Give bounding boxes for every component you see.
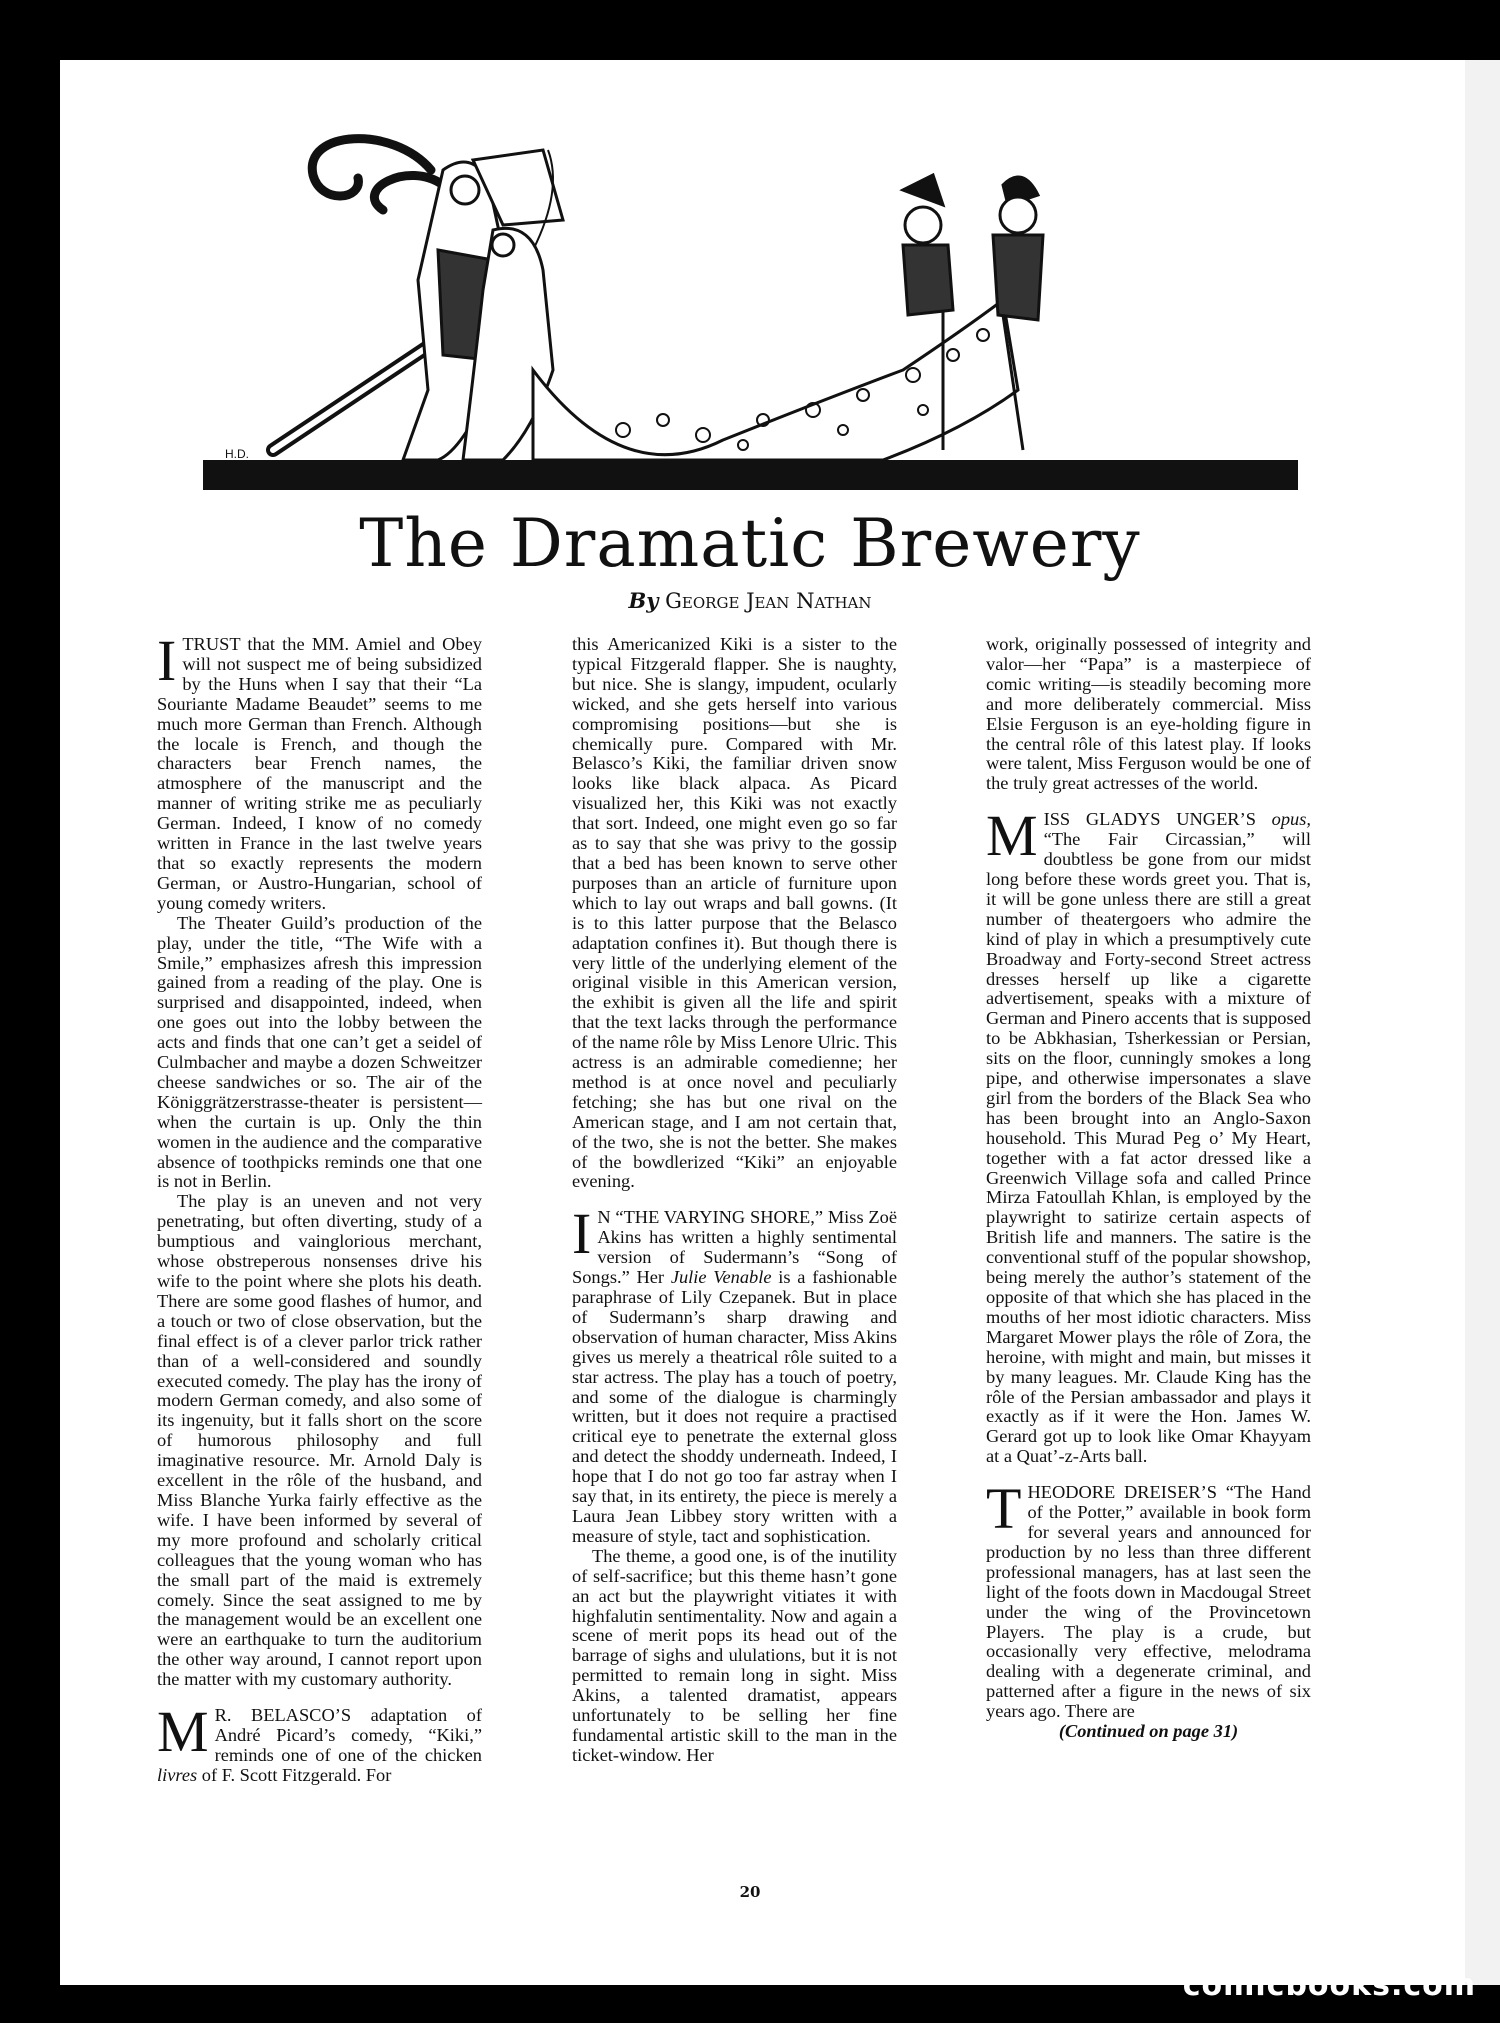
facing-page-edge (1465, 60, 1500, 1985)
paragraph: The play is an uneven and not very penetrating, but often diverting, study of a bumptious and vainglorious merchant, whose obstreperous nonsenses drive his wife to the point where she plots his death. There are some good flashes of humor, and a touch or two of close observation, but the final effect is of a clever parlor trick rather than of a well-considered and soundly executed comedy. The play has the irony of modern German comedy, and also some of its ingenuity, but it falls short on the score of humorous philosophy and full imaginative resource. Mr. Arnold Daly is excellent in the rôle of the husband, and Miss Blanche Yurka fairly effective as the wife. I have been informed by several of my more profound and scholarly critical colleagues that the young woman who has the small part of the maid is extremely comely. Since the seat assigned to me by the management would be an excellent one were an earthquake to turn the auditorium the other way around, I cannot report upon the matter with my customary authority. (157, 1191, 482, 1690)
paragraph-text: TRUST that the MM. Amiel and Obey will not suspect me of being subsidized by the Huns when I say that their “La Souriante Madame Beaudet” seems to me much more German than French. Although the locale is French, and though the characters bear French names, the atmosphere of the manuscript and the manner of writing strike me as peculiarly German. Indeed, I know of no comedy written in France in the last twelve years that so exactly represents the modern German, or Austro-Hungarian, school of young comedy writers. (157, 634, 482, 913)
paragraph-text: R. BELASCO’S adaptation of André Picard’s comedy, “Kiki,” reminds one of one of the chicken (214, 1705, 482, 1765)
text-column-2 (572, 635, 897, 1766)
byline (0, 588, 1500, 613)
author-name: George Jean Nathan (665, 589, 872, 613)
stage-floor-bar (203, 460, 1298, 490)
illustrator-signature: H.D. (225, 447, 249, 461)
paragraph (572, 1201, 897, 1546)
drop-cap: M (986, 803, 1038, 869)
byline-prefix: By (628, 588, 659, 613)
text-column-3 (986, 635, 1311, 1742)
drop-cap: T (986, 1476, 1022, 1542)
page-number: 20 (739, 1883, 761, 1901)
paragraph: this Americanized Kiki is a sister to the typical Fitzgerald flapper. She is naughty, but nice. She is slangy, impudent, ocularly wicked, and she gets herself into various compromising positions—but she is chemically pure. Compared with Mr. Belasco’s Kiki, the familiar driven snow looks like black alpaca. As Picard visualized her, this Kiki was not exactly that sort. Indeed, one might even go so far as to say that she was privy to the gossip that a bed has been known to serve other purposes than an article of furniture upon which to lay out wraps and ball gowns. (It is to this latter purpose that the Belasco adaptation confines it). But though there is very little of the underlying element of the original visible in this American version, the exhibit is given all the life and spirit that the text lacks through the performance of the name rôle by Miss Lenore Ulric. This actress is an admirable comedienne; her method is at once novel and peculiarly fetching; she has but one rival on the American stage, and I am not certain that, of the two, she is not the better. She makes of the bowdlerized “Kiki” an enjoyable evening. (572, 634, 897, 1192)
italic-text: livres (157, 1764, 198, 1785)
plume-icon (312, 139, 443, 210)
text-column-1 (157, 628, 482, 1786)
paragraph: The theme, a good one, is of the inutility of self-sacrifice; but this theme hasn’t gone an act but the playwright vitiates it with highfalutin sentimentality. Now and again a scene of merit pops its head out of the barrage of sighs and ululations, but it is not permitted to remain long in sight. Miss Akins, a talented dramatist, appears unfortunately to be selling her fine fundamental artistic skill to the man in the ticket-window. Her (572, 1545, 897, 1765)
italic-text: Julie Venable (670, 1267, 772, 1288)
drop-cap: I (572, 1201, 592, 1267)
paragraph-text: is a fashionable paraphrase of Lily Czepanek. But in place of Sudermann’s sharp drawing and observation of human character, Miss Akins gives us merely a theatrical rôle suited to a star actress. The play has a touch of poetry, and some of the dialogue is charmingly written, but it does not require a practised critical eye to penetrate the external gloss and detect the shoddy underneath. Indeed, I hope that I do not go too far astray when I say that, in its entirety, the piece is merely a Laura Jean Libbey story written with a measure of style, tact and sophistication. (572, 1267, 897, 1546)
lace-train (533, 300, 1018, 460)
drop-cap: I (157, 628, 177, 693)
source-watermark: comicbooks.com (1182, 1968, 1476, 2003)
paragraph-text: ISS GLADYS UNGER’S (1043, 809, 1272, 830)
drop-cap: M (157, 1699, 209, 1765)
paragraph-text: of F. Scott Fitzgerald. For (197, 1764, 392, 1785)
paragraph-text: HEODORE DREISER’S “The Hand of the Potter,” available in book form for several years and announced for production by no less than three different professional managers, has at last seen the light of the foots down in Macdougal Street under the wing of the Provincetown Players. The play is a crude, but occasionally very effective, melodrama dealing with a degenerate criminal, and patterned after a figure in the news of six years ago. There are (986, 1482, 1311, 1722)
article-title: The Dramatic Brewery (359, 505, 1141, 582)
italic-text: opus, (1271, 809, 1311, 830)
paragraph (157, 1699, 482, 1786)
paragraph: work, originally possessed of integrity and valor—her “Papa” is a masterpiece of comic writing—is steadily becoming more and more deliberately commercial. Miss Elsie Ferguson is an eye-holding figure in the central rôle of this latest play. If looks were talent, Miss Ferguson would be one of the truly great actresses of the world. (986, 634, 1311, 794)
paragraph-text: N “THE VARYING SHORE,” Miss Zoë Akins has written a highly sentimental version of Sudermann’s “Song of Songs.” Her (572, 1207, 897, 1288)
paragraph (157, 628, 482, 914)
paragraph (986, 803, 1311, 1467)
continued-note: (Continued on page 31) (1058, 1721, 1239, 1742)
paragraph-text: “The Fair Circassian,” will doubtless be gone from our midst long before these words greet you. That is, it will be gone unless there are still a great number of theatergoers who admire the kind of play in which a presumptively cute Broadway and Forty-second Street actress dresses herself up like a cigarette advertisement, speaks with a mixture of German and Pinero accents that is supposed to be Abkhasian, Tsherkessian or Persian, sits on the floor, cunningly smokes a long pipe, and otherwise impersonates a slave girl from the borders of the Black Sea who has been brought into an Anglo-Saxon household. This Murad Peg o’ My Heart, together with a fat actor dressed like a Greenwich Village sofa and called Prince Mirza Fatoullah Khlan, is employed by the playwright to satirize certain aspects of British life and manners. The satire is the conventional stuff of the popular showshop, being merely the author’s statement of the opposite of that which she has placed in the mouths of her most idiotic characters. Miss Margaret Mower plays the rôle of Zora, the heroine, with might and main, but misses it by many leagues. Mr. Claude King has the rôle of the Persian ambassador and plays it exactly as if it were the Hon. James W. Gerard got up to look like Omar Khayyam at a Quat’-z-Arts ball. (986, 829, 1311, 1467)
paragraph: The Theater Guild’s production of the play, under the title, “The Wife with a Smile,” emphasizes afresh this impression gained from a reading of the play. One is surprised and disappointed, indeed, when one goes out into the lobby between the acts and finds that one can’t get a seidel of Culmbacher and maybe a dozen Schweitzer cheese sandwiches or so. The air of the Königgrätzerstrasse-theater is persistent—when the curtain is up. Only the thin women in the audience and the comparative absence of toothpicks reminds one that one is not in Berlin. (157, 912, 482, 1192)
header-illustration (203, 130, 1298, 490)
paragraph (986, 1476, 1311, 1722)
